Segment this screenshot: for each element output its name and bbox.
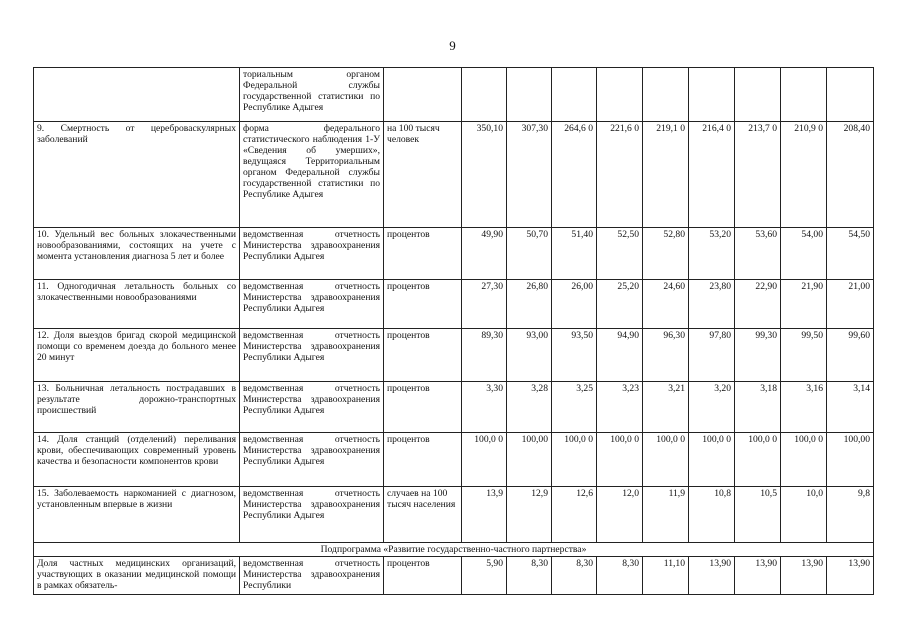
data-source: ведомственная отчетность Министерства здравоохранения Республики Адыгея (240, 382, 384, 433)
table-row (34, 228, 874, 280)
value-cell: 9,8 (827, 487, 874, 543)
value-cell: 221,6 0 (597, 122, 643, 228)
value-cell: 99,60 (827, 329, 874, 382)
unit: на 100 тысяч человек (384, 122, 462, 228)
value-cell: 219,1 0 (643, 122, 689, 228)
value-cell: 13,90 (781, 557, 827, 595)
value-cell: 11,10 (643, 557, 689, 595)
unit: случаев на 100 тысяч населения (384, 487, 462, 543)
value-cell: 210,9 0 (781, 122, 827, 228)
value-cell: 21,90 (781, 280, 827, 329)
table-row (34, 329, 874, 382)
indicators-table (33, 67, 874, 595)
value-cell: 52,50 (597, 228, 643, 280)
value-cell: 216,4 0 (689, 122, 735, 228)
value-cell: 99,50 (781, 329, 827, 382)
table-row (34, 280, 874, 329)
table-row (34, 382, 874, 433)
value-cell: 12,9 (507, 487, 552, 543)
value-cell: 208,40 (827, 122, 874, 228)
value-cell: 8,30 (552, 557, 597, 595)
value-cell: 100,00 (827, 433, 874, 487)
value-cell: 12,0 (597, 487, 643, 543)
value-cell: 26,00 (552, 280, 597, 329)
value-cell: 89,30 (462, 329, 507, 382)
unit: процентов (384, 557, 462, 595)
indicator-name: 14. Доля станций (отделений) переливания крови, обеспечивающих современный уровень качества и безопасности компонентов крови (34, 433, 240, 487)
value-cell: 52,80 (643, 228, 689, 280)
value-cell: 23,80 (689, 280, 735, 329)
value-cell: 53,60 (735, 228, 781, 280)
value-cell: 5,90 (462, 557, 507, 595)
indicator-name: 10. Удельный вес больных злокачественными новообразованиями, состоящих на учете с момента установления диагноза 5 лет и более (34, 228, 240, 280)
value-cell: 307,30 (507, 122, 552, 228)
value-cell: 100,0 0 (552, 433, 597, 487)
data-source: ведомственная отчетность Министерства здравоохранения Республики Адыгея (240, 280, 384, 329)
data-source: ведомственная отчетность Министерства здравоохранения Республики (240, 557, 384, 595)
value-cell: 21,00 (827, 280, 874, 329)
value-cell: 3,14 (827, 382, 874, 433)
value-cell: 96,30 (643, 329, 689, 382)
value-cell: 213,7 0 (735, 122, 781, 228)
indicator-name: 12. Доля выездов бригад скорой медицинской помощи со временем доезда до больного менее 20 минут (34, 329, 240, 382)
value-cell: 13,90 (735, 557, 781, 595)
value-cell: 100,0 0 (643, 433, 689, 487)
value-cell: 100,0 0 (689, 433, 735, 487)
value-cell: 264,6 0 (552, 122, 597, 228)
indicator-name: 9. Смертность от цереброваскулярных заболеваний (34, 122, 240, 228)
subprogram-row (34, 543, 874, 557)
data-source: ведомственная отчетность Министерства здравоохранения Республики Адыгея (240, 228, 384, 280)
data-source: ториальным органом Федеральной службы государственной статистики по Республике Адыгея (240, 68, 384, 122)
value-cell: 100,0 0 (597, 433, 643, 487)
value-cell: 54,50 (827, 228, 874, 280)
value-cell: 3,30 (462, 382, 507, 433)
value-cell: 13,90 (827, 557, 874, 595)
indicator-name: 11. Одногодичная летальность больных со злокачественными новообразованиями (34, 280, 240, 329)
value-cell: 26,80 (507, 280, 552, 329)
value-cell: 13,90 (689, 557, 735, 595)
value-cell: 11,9 (643, 487, 689, 543)
value-cell: 100,0 0 (781, 433, 827, 487)
value-cell: 27,30 (462, 280, 507, 329)
value-cell: 3,18 (735, 382, 781, 433)
unit: процентов (384, 382, 462, 433)
indicator-name: 13. Больничная летальность пострадавших в результате дорожно-транспортных происшествий (34, 382, 240, 433)
unit: процентов (384, 280, 462, 329)
indicator-name: Доля частных медицинских организаций, участвующих в оказании медицинской помощи в рамках обязатель- (34, 557, 240, 595)
value-cell: 24,60 (643, 280, 689, 329)
value-cell: 3,20 (689, 382, 735, 433)
value-cell: 49,90 (462, 228, 507, 280)
value-cell: 25,20 (597, 280, 643, 329)
value-cell: 13,9 (462, 487, 507, 543)
value-cell: 10,5 (735, 487, 781, 543)
data-source: ведомственная отчетность Министерства здравоохранения Республики Адыгея (240, 329, 384, 382)
page-number: 9 (449, 38, 456, 53)
value-cell: 94,90 (597, 329, 643, 382)
value-cell: 93,50 (552, 329, 597, 382)
value-cell: 97,80 (689, 329, 735, 382)
table-body (34, 68, 874, 595)
value-cell: 10,0 (781, 487, 827, 543)
table-row (34, 557, 874, 595)
table-row (34, 433, 874, 487)
table-row (34, 487, 874, 543)
table-row (34, 68, 874, 122)
value-cell: 3,21 (643, 382, 689, 433)
value-cell: 53,20 (689, 228, 735, 280)
value-cell: 8,30 (507, 557, 552, 595)
value-cell: 100,0 0 (462, 433, 507, 487)
indicator-name (34, 68, 240, 122)
value-cell: 3,25 (552, 382, 597, 433)
subprogram-title: Подпрограмма «Развитие государственно-частного партнерства» (34, 543, 874, 557)
data-source: форма федерального статистического наблюдения 1-У «Сведения об умерших», ведущаяся Территориальным органом Федеральной службы государственной статистики по Республике Адыгея (240, 122, 384, 228)
unit: процентов (384, 433, 462, 487)
value-cell: 54,00 (781, 228, 827, 280)
unit: процентов (384, 329, 462, 382)
value-cell: 99,30 (735, 329, 781, 382)
indicator-name: 15. Заболеваемость наркоманией с диагнозом, установленным впервые в жизни (34, 487, 240, 543)
data-source: ведомственная отчетность Министерства здравоохранения Республики Адыгея (240, 433, 384, 487)
value-cell: 93,00 (507, 329, 552, 382)
value-cell: 350,10 (462, 122, 507, 228)
value-cell: 3,23 (597, 382, 643, 433)
value-cell: 3,16 (781, 382, 827, 433)
value-cell: 3,28 (507, 382, 552, 433)
table-row (34, 122, 874, 228)
value-cell: 12,6 (552, 487, 597, 543)
value-cell: 51,40 (552, 228, 597, 280)
value-cell: 50,70 (507, 228, 552, 280)
value-cell: 22,90 (735, 280, 781, 329)
value-cell: 10,8 (689, 487, 735, 543)
value-cell: 100,00 (507, 433, 552, 487)
value-cell: 100,0 0 (735, 433, 781, 487)
value-cell: 8,30 (597, 557, 643, 595)
unit: процентов (384, 228, 462, 280)
data-source: ведомственная отчетность Министерства здравоохранения Республики Адыгея (240, 487, 384, 543)
